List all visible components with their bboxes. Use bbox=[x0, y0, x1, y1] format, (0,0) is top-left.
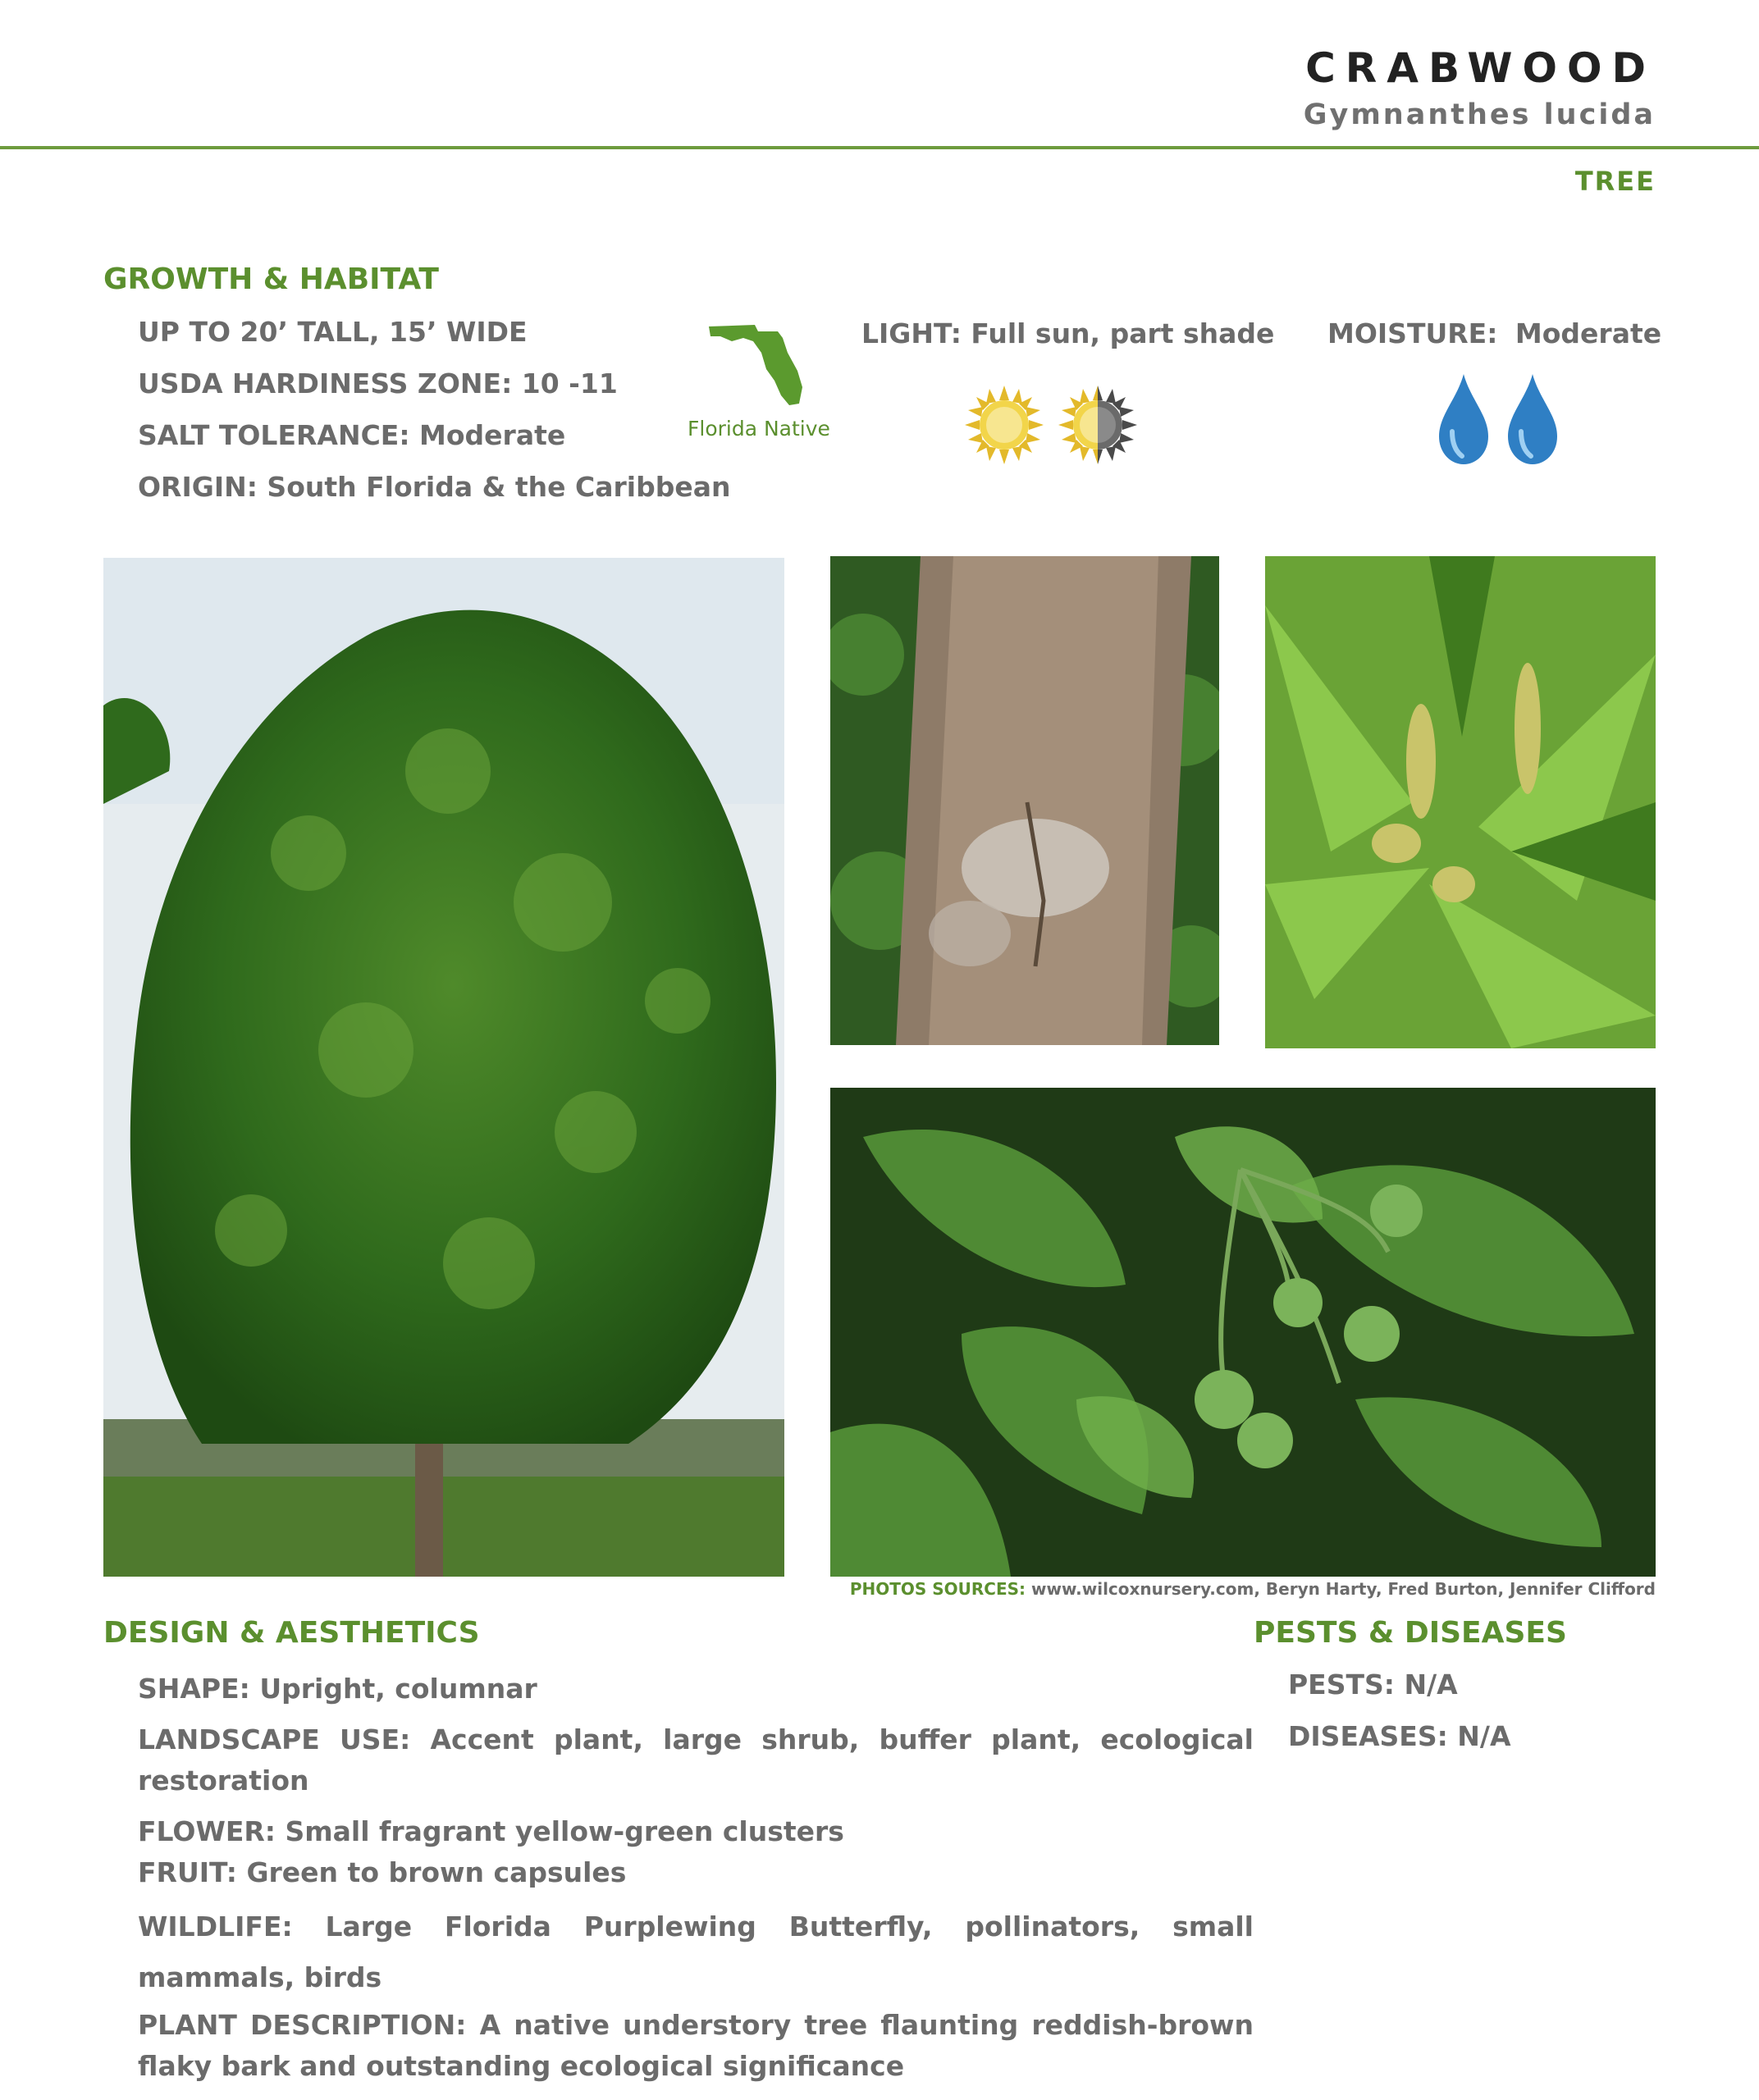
fruit-line bbox=[138, 1852, 1254, 1893]
salt-tolerance-line bbox=[138, 419, 565, 451]
tree-photo bbox=[103, 558, 784, 1577]
moisture-label: MOISTURE: bbox=[1327, 317, 1498, 349]
fruit-value: Green to brown capsules bbox=[246, 1856, 627, 1888]
diseases-line bbox=[1288, 1720, 1511, 1752]
pests-value: N/A bbox=[1404, 1669, 1458, 1701]
florida-native-label: Florida Native bbox=[688, 417, 830, 441]
wildlife-label: WILDLIFE: bbox=[138, 1911, 293, 1942]
moisture-value: Moderate bbox=[1515, 317, 1662, 349]
flower-value: Small fragrant yellow-green clusters bbox=[285, 1815, 844, 1847]
photo-credits-value: www.wilcoxnursery.com, Beryn Harty, Fred Burton, Jennifer Clifford bbox=[1031, 1579, 1656, 1599]
half-sun-icon bbox=[1058, 386, 1137, 464]
salt-tolerance-label: SALT TOLERANCE: bbox=[138, 419, 410, 451]
light-line bbox=[861, 317, 1274, 349]
landscape-use-line bbox=[138, 1719, 1254, 1801]
florida-map-icon bbox=[707, 320, 806, 410]
plant-category: TREE bbox=[1574, 166, 1656, 197]
hardiness-zone-line bbox=[138, 368, 618, 399]
flower-photo bbox=[1265, 556, 1656, 1048]
bark-photo bbox=[830, 556, 1219, 1045]
flower-line bbox=[138, 1811, 1254, 1852]
wildlife-line bbox=[138, 1901, 1254, 2003]
shape-line bbox=[138, 1669, 1254, 1710]
origin-line bbox=[138, 471, 730, 503]
diseases-value: N/A bbox=[1457, 1720, 1511, 1752]
hardiness-zone-value: 10 -11 bbox=[521, 368, 618, 399]
fruit-photo bbox=[830, 1088, 1656, 1577]
sun-icon bbox=[965, 386, 1044, 464]
growth-habitat-heading: GROWTH & HABITAT bbox=[103, 262, 439, 296]
plant-description-label: PLANT DESCRIPTION: bbox=[138, 2009, 467, 2041]
water-drop-icon bbox=[1437, 374, 1490, 466]
header-divider bbox=[0, 146, 1759, 149]
salt-tolerance-value: Moderate bbox=[419, 419, 566, 451]
plant-common-name: CRABWOOD bbox=[1305, 44, 1656, 92]
origin-value: South Florida & the Caribbean bbox=[267, 471, 731, 503]
plant-scientific-name: Gymnanthes lucida bbox=[1303, 98, 1656, 131]
light-value: Full sun, part shade bbox=[971, 317, 1275, 349]
plant-description-line bbox=[138, 2005, 1254, 2087]
light-label: LIGHT: bbox=[861, 317, 962, 349]
moisture-line bbox=[1327, 317, 1661, 349]
shape-label: SHAPE: bbox=[138, 1673, 250, 1705]
water-drop-icon bbox=[1506, 374, 1559, 466]
hardiness-zone-label: USDA HARDINESS ZONE: bbox=[138, 368, 513, 399]
pests-label: PESTS: bbox=[1288, 1669, 1395, 1701]
pests-line bbox=[1288, 1669, 1458, 1701]
diseases-label: DISEASES: bbox=[1288, 1720, 1448, 1752]
photo-credits-label: PHOTOS SOURCES: bbox=[849, 1579, 1026, 1599]
photo-credits bbox=[850, 1579, 1656, 1599]
pests-diseases-heading: PESTS & DISEASES bbox=[1254, 1616, 1567, 1650]
size-line: UP TO 20’ TALL, 15’ WIDE bbox=[138, 316, 528, 348]
plant-description-value: A native understory tree flaunting reddish-brown flaky bark and outstanding ecological significance bbox=[138, 2009, 1254, 2082]
origin-label: ORIGIN: bbox=[138, 471, 258, 503]
flower-label: FLOWER: bbox=[138, 1815, 276, 1847]
landscape-use-value: Accent plant, large shrub, buffer plant, ecological restoration bbox=[138, 1723, 1254, 1796]
shape-value: Upright, columnar bbox=[259, 1673, 537, 1705]
design-aesthetics-heading: DESIGN & AESTHETICS bbox=[103, 1616, 480, 1650]
fruit-label: FRUIT: bbox=[138, 1856, 237, 1888]
landscape-use-label: LANDSCAPE USE: bbox=[138, 1723, 411, 1755]
wildlife-value: Large Florida Purplewing Butterfly, pollinators, small mammals, birds bbox=[138, 1911, 1254, 1993]
